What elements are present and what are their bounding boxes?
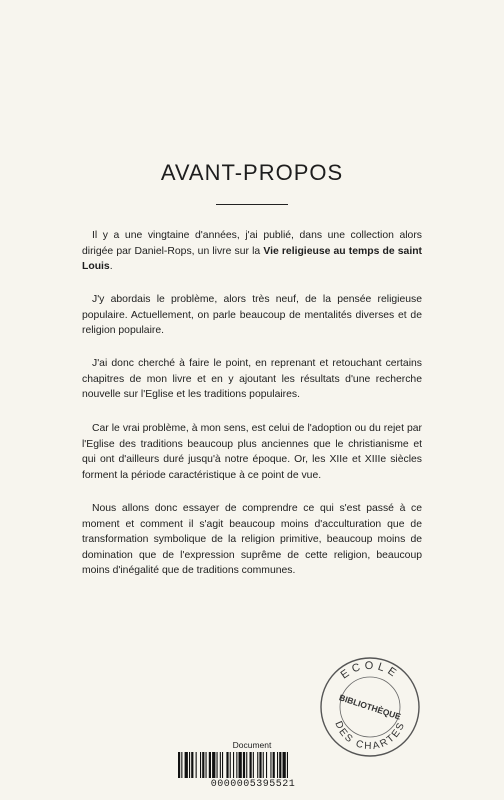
barcode-bar xyxy=(185,752,188,778)
barcode-bar xyxy=(243,752,245,778)
barcode-bar xyxy=(226,752,228,778)
barcode-bar xyxy=(263,752,264,778)
barcode-bar xyxy=(279,752,281,778)
barcode-bar xyxy=(202,752,204,778)
barcode-bar xyxy=(236,752,237,778)
paragraph-3: J'ai donc cherché à faire le point, en reprenant et retouchant certains chapitres de mon livre et en y ajoutant les résultats d'une recherche nouvelle sur l'Eglise et les traditions populaires. xyxy=(82,358,422,400)
barcode-bar xyxy=(178,752,180,778)
svg-text:DES CHARTES xyxy=(332,720,407,752)
barcode-bar xyxy=(257,752,258,778)
barcode-bar xyxy=(253,752,254,778)
barcode-bar xyxy=(212,752,215,778)
book-title: Vie religieuse au temps de saint Louis xyxy=(82,245,423,272)
barcode-bar xyxy=(283,752,286,778)
barcode-label: Document xyxy=(232,740,272,750)
barcode-bar xyxy=(250,752,252,778)
barcode-bar xyxy=(273,752,275,778)
barcode-number: 0000005395521 xyxy=(210,779,296,790)
stamp-middle-text: BIBLIOTHÈQUE xyxy=(337,692,403,722)
barcode-bar xyxy=(222,752,223,778)
paragraph-4: Car le vrai problème, à mon sens, est celui de l'adoption ou du rejet par l'Eglise des traditions beaucoup plus anciennes que le christianisme et qui ont d'ailleurs duré jusqu'à notre époque. Or, les XIIe et XIIIe siècles forment la période caractéristique à ce point de vue. xyxy=(82,423,422,481)
barcode-bar xyxy=(200,752,201,778)
barcode-bar xyxy=(181,752,182,778)
barcode-bar xyxy=(266,752,267,778)
barcode-bar xyxy=(220,752,221,778)
barcode-bar xyxy=(191,752,193,778)
barcode-bar xyxy=(189,752,190,778)
title-underline xyxy=(216,204,288,205)
paragraph-5: Nous allons donc essayer de comprendre ce qui s'est passé à ce moment et comment il s'agit beaucoup moins d'acculturation que de transformation symbolique de la religion primitive, beaucoup moins de domination que de l'expression suprême de cette religion, beaucoup moins d'inégalité que de traditions communes. xyxy=(82,503,422,576)
library-stamp xyxy=(318,655,422,759)
barcode-bar xyxy=(259,752,261,778)
barcode-bar xyxy=(270,752,271,778)
barcode-bar xyxy=(233,752,234,778)
barcode-bar xyxy=(277,752,278,778)
barcode-bar xyxy=(209,752,211,778)
paragraph-2: J'y abordais le problème, alors très neuf, de la pensée religieuse populaire. Actuellement, on parle beaucoup de mentalités diverses et de religion populaire. xyxy=(82,294,422,336)
barcode xyxy=(176,752,330,778)
page-title: AVANT-PROPOS xyxy=(160,160,344,185)
paragraph-1: Il y a une vingtaine d'années, j'ai publié, dans une collection alors dirigée par Daniel-Rops, un livre sur la Vie religieuse au temps de saint Louis. xyxy=(82,230,423,272)
barcode-bar xyxy=(239,752,242,778)
barcode-bar xyxy=(196,752,197,778)
stamp-top-text: ECOLE xyxy=(338,659,402,682)
barcode-bar xyxy=(217,752,218,778)
barcode-bar xyxy=(230,752,231,778)
barcode-bar xyxy=(206,752,207,778)
stamp-bottom-text: DES CHARTES xyxy=(332,719,408,753)
barcode-bar xyxy=(287,752,288,778)
barcode-bar xyxy=(246,752,247,778)
